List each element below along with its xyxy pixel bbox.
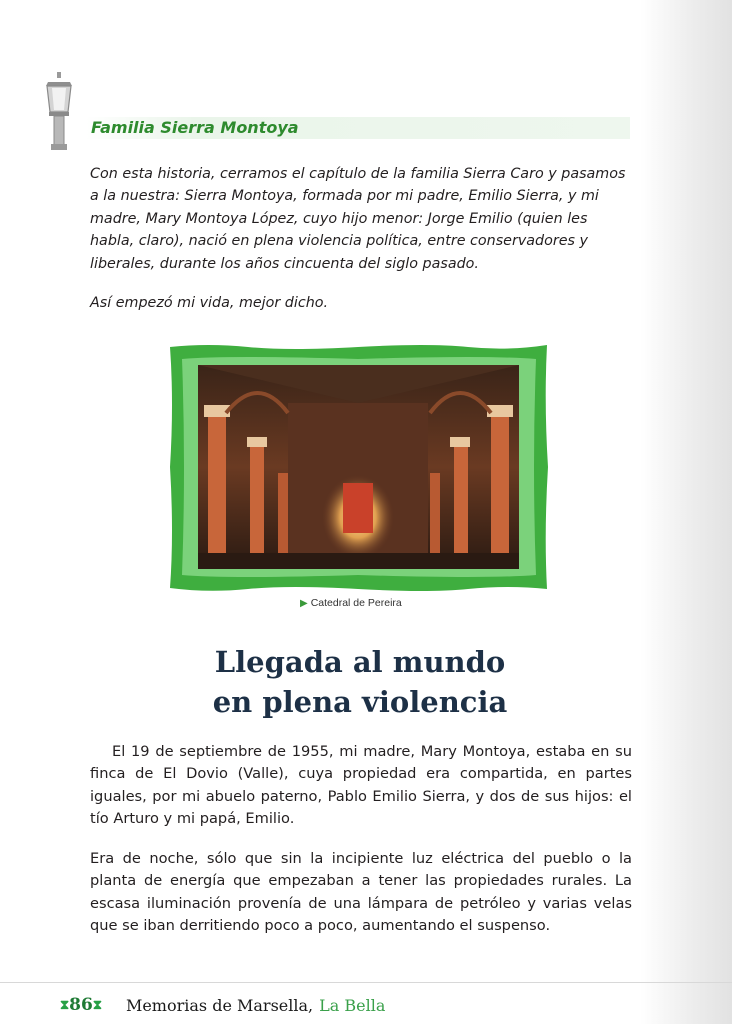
section-title: Familia Sierra Montoya [91,118,299,137]
photo-caption [300,597,402,609]
ornament-right-icon: ⧗ [92,997,102,1013]
cathedral-photo [168,343,549,592]
chapter-title-line1: Llegada al mundo [214,645,506,679]
caption-text: Catedral de Pereira [310,597,402,609]
intro-paragraph: Con esta historia, cerramos el capítulo de la familia Sierra Caro y pasamos a la nuestra: Sierra Montoya, formada por mi padre, Emilio Sierra, y mi madre, Mary Montoya López, cuyo hijo menor: Jorge Emilio (quien les habla, claro), nació en plena violencia política, entre conservadores y liberales, durante los años cincuenta del siglo pasado. [90,166,626,272]
caption-marker-icon: ▶ [300,598,308,609]
page-edge-shadow [640,0,732,1024]
page-number-value: 86 [69,995,93,1015]
book-title: Memorias de Marsella, [125,995,314,1015]
chapter-title-line2: en plena violencia [212,685,508,719]
body-paragraph-1: El 19 de septiembre de 1955, mi madre, Mary Montoya, estaba en su finca de El Dovio (Valle), cuya propiedad era compartida, en partes iguales, por mi abuelo paterno, Pablo Emilio Sierra, y dos de sus hijos: el tío Arturo y mi papá, Emilio. [90,743,632,827]
body-paragraph-2: Era de noche, sólo que sin la incipiente luz eléctrica del pueblo o la planta de energía que empezaban a tener las propiedades rurales. La escasa iluminación provenía de una lámpara de petróleo y varias velas que se iban derritiendo poco a poco, aumentando el suspenso. [90,850,632,934]
footer-divider [0,982,732,983]
book-subtitle: La Bella [319,995,386,1015]
page-footer [60,993,385,1017]
street-lamp-icon [42,72,76,152]
ornament-left-icon: ⧗ [60,997,70,1013]
page-number [60,995,102,1015]
chapter-title [0,642,720,722]
intro-closing-line: Así empezó mi vida, mejor dicho. [90,295,329,311]
